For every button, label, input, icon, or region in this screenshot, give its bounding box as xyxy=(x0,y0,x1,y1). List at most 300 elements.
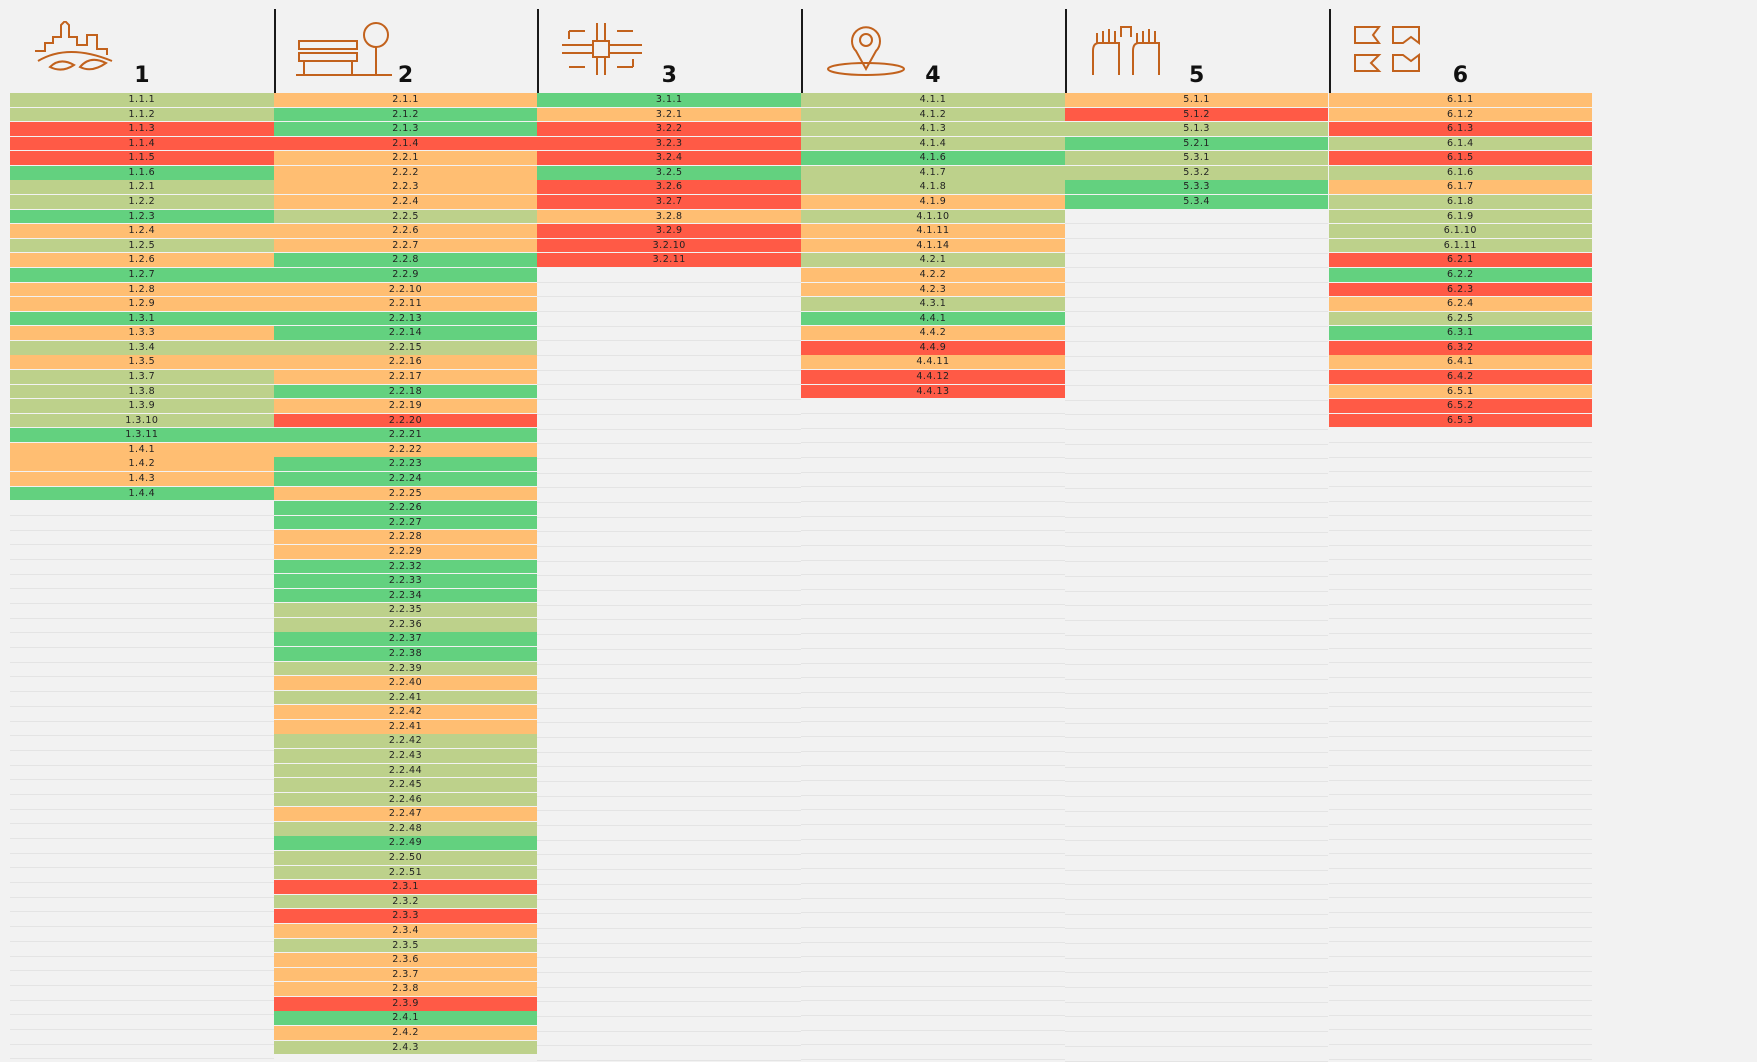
empty-cell xyxy=(537,665,801,680)
empty-cell xyxy=(537,518,801,533)
empty-cell xyxy=(1065,1017,1329,1032)
indicator-cell[interactable]: 1.3.7 xyxy=(10,370,274,384)
indicator-cell[interactable]: 2.2.22 xyxy=(274,443,538,457)
empty-cell xyxy=(1329,619,1593,634)
column-header-4 xyxy=(801,9,1065,93)
indicator-cell[interactable]: 1.2.3 xyxy=(10,210,274,224)
empty-cell xyxy=(537,885,801,900)
empty-cell xyxy=(1329,1016,1593,1031)
indicator-cell[interactable]: 5.1.1 xyxy=(1065,93,1329,107)
empty-cell xyxy=(537,797,801,812)
indicator-cell[interactable]: 1.3.3 xyxy=(10,326,274,340)
indicator-cell[interactable]: 4.1.10 xyxy=(801,210,1065,224)
indicator-cell[interactable]: 4.4.11 xyxy=(801,355,1065,369)
indicator-cell[interactable]: 6.3.2 xyxy=(1329,341,1593,355)
indicator-cell[interactable]: 6.2.5 xyxy=(1329,312,1593,326)
indicator-cell[interactable]: 1.1.3 xyxy=(10,122,274,136)
indicator-cell[interactable]: 2.2.47 xyxy=(274,807,538,821)
indicator-cell[interactable]: 2.2.18 xyxy=(274,385,538,399)
empty-cell xyxy=(1065,841,1329,856)
empty-cell xyxy=(537,841,801,856)
empty-cell xyxy=(1329,810,1593,825)
indicator-cell[interactable]: 2.2.5 xyxy=(274,210,538,224)
indicator-cell[interactable]: 2.2.37 xyxy=(274,632,538,646)
indicator-cell[interactable]: 6.1.2 xyxy=(1329,108,1593,122)
indicator-cell[interactable]: 6.2.2 xyxy=(1329,268,1593,282)
indicator-cell[interactable]: 1.4.1 xyxy=(10,443,274,457)
indicator-cell[interactable]: 3.2.9 xyxy=(537,224,801,238)
empty-cell xyxy=(1329,458,1593,473)
column-number: 4 xyxy=(925,63,941,88)
indicator-cell[interactable]: 1.3.11 xyxy=(10,428,274,442)
indicator-cell[interactable]: 2.4.3 xyxy=(274,1041,538,1055)
indicator-cell[interactable]: 2.2.43 xyxy=(274,749,538,763)
empty-cell xyxy=(537,811,801,826)
empty-cell xyxy=(10,604,274,619)
empty-cell xyxy=(801,664,1065,679)
indicator-cell[interactable]: 2.2.7 xyxy=(274,239,538,253)
empty-cell xyxy=(1065,312,1329,327)
indicator-cell[interactable]: 2.3.8 xyxy=(274,982,538,996)
column-6 xyxy=(1329,9,1593,1054)
empty-cell xyxy=(1329,913,1593,928)
indicator-cell[interactable]: 4.2.3 xyxy=(801,283,1065,297)
indicator-cell[interactable]: 2.3.4 xyxy=(274,924,538,938)
indicator-cell[interactable]: 2.3.1 xyxy=(274,880,538,894)
empty-cell xyxy=(537,474,801,489)
empty-cell xyxy=(801,825,1065,840)
indicator-cell[interactable]: 3.1.1 xyxy=(537,93,801,107)
indicator-cell[interactable]: 6.4.2 xyxy=(1329,370,1593,384)
empty-cell xyxy=(801,473,1065,488)
empty-cell xyxy=(1065,650,1329,665)
indicator-cell[interactable]: 4.2.2 xyxy=(801,268,1065,282)
empty-cell xyxy=(10,927,274,942)
empty-cell xyxy=(10,957,274,972)
indicator-cell[interactable]: 2.3.6 xyxy=(274,953,538,967)
indicator-cell[interactable]: 1.1.1 xyxy=(10,93,274,107)
indicator-cell[interactable]: 2.2.36 xyxy=(274,618,538,632)
empty-cell xyxy=(1065,224,1329,239)
indicator-cell[interactable]: 6.1.11 xyxy=(1329,239,1593,253)
indicator-cell[interactable]: 1.2.7 xyxy=(10,268,274,282)
indicator-cell[interactable]: 2.2.48 xyxy=(274,822,538,836)
indicator-cell[interactable]: 6.1.5 xyxy=(1329,151,1593,165)
empty-cell xyxy=(537,400,801,415)
indicator-cell[interactable]: 4.1.14 xyxy=(801,239,1065,253)
empty-cell xyxy=(10,766,274,781)
indicator-cell[interactable]: 2.2.14 xyxy=(274,326,538,340)
indicator-list xyxy=(801,93,1065,1060)
empty-cell xyxy=(1329,590,1593,605)
indicator-cell[interactable]: 3.2.11 xyxy=(537,253,801,267)
empty-cell xyxy=(1329,766,1593,781)
indicator-cell[interactable]: 2.2.41 xyxy=(274,691,538,705)
empty-cell xyxy=(801,458,1065,473)
indicator-cell[interactable]: 2.2.20 xyxy=(274,414,538,428)
empty-cell xyxy=(1065,371,1329,386)
indicator-cell[interactable]: 2.3.7 xyxy=(274,968,538,982)
indicator-cell[interactable]: 2.2.46 xyxy=(274,793,538,807)
indicator-cell[interactable]: 2.3.9 xyxy=(274,997,538,1011)
indicator-cell[interactable]: 3.2.5 xyxy=(537,166,801,180)
empty-cell xyxy=(537,679,801,694)
indicator-cell[interactable]: 3.2.1 xyxy=(537,108,801,122)
indicator-cell[interactable]: 2.2.44 xyxy=(274,764,538,778)
empty-cell xyxy=(1065,445,1329,460)
empty-cell xyxy=(801,693,1065,708)
empty-cell xyxy=(537,855,801,870)
empty-cell xyxy=(801,399,1065,414)
empty-cell xyxy=(1329,781,1593,796)
empty-cell xyxy=(1329,649,1593,664)
indicator-cell[interactable]: 6.1.4 xyxy=(1329,137,1593,151)
empty-cell xyxy=(801,575,1065,590)
indicator-cell[interactable]: 6.1.7 xyxy=(1329,180,1593,194)
indicator-cell[interactable]: 2.4.1 xyxy=(274,1011,538,1025)
indicator-cell[interactable]: 2.2.16 xyxy=(274,355,538,369)
empty-cell xyxy=(1065,636,1329,651)
indicator-cell[interactable]: 5.1.2 xyxy=(1065,108,1329,122)
indicator-cell[interactable]: 2.1.2 xyxy=(274,108,538,122)
empty-cell xyxy=(801,1001,1065,1016)
indicator-cell[interactable]: 1.1.2 xyxy=(10,108,274,122)
indicator-cell[interactable]: 6.5.2 xyxy=(1329,399,1593,413)
indicator-cell[interactable]: 4.1.2 xyxy=(801,108,1065,122)
indicator-cell[interactable]: 4.1.7 xyxy=(801,166,1065,180)
indicator-cell[interactable]: 2.2.39 xyxy=(274,662,538,676)
indicator-cell[interactable]: 2.1.4 xyxy=(274,137,538,151)
empty-cell xyxy=(1065,827,1329,842)
indicator-cell[interactable]: 2.2.35 xyxy=(274,603,538,617)
indicator-cell[interactable]: 2.3.3 xyxy=(274,909,538,923)
empty-cell xyxy=(537,914,801,929)
empty-cell xyxy=(1065,709,1329,724)
indicator-cell[interactable]: 2.2.38 xyxy=(274,647,538,661)
empty-cell xyxy=(801,957,1065,972)
empty-cell xyxy=(801,502,1065,517)
indicator-cell[interactable]: 6.2.4 xyxy=(1329,297,1593,311)
empty-cell xyxy=(1065,268,1329,283)
empty-cell xyxy=(10,677,274,692)
empty-cell xyxy=(801,943,1065,958)
indicator-cell[interactable]: 4.2.1 xyxy=(801,253,1065,267)
empty-cell xyxy=(1065,606,1329,621)
empty-cell xyxy=(1329,986,1593,1001)
empty-cell xyxy=(10,868,274,883)
indicator-cell[interactable]: 4.4.12 xyxy=(801,370,1065,384)
empty-cell xyxy=(1329,869,1593,884)
indicator-cell[interactable]: 1.1.4 xyxy=(10,137,274,151)
empty-cell xyxy=(1329,531,1593,546)
indicator-cell[interactable]: 1.3.10 xyxy=(10,414,274,428)
indicator-cell[interactable]: 1.3.8 xyxy=(10,385,274,399)
indicator-cell[interactable]: 2.2.8 xyxy=(274,253,538,267)
empty-cell xyxy=(1065,665,1329,680)
indicator-cell[interactable]: 2.2.25 xyxy=(274,487,538,501)
empty-cell xyxy=(537,944,801,959)
indicator-cell[interactable]: 2.1.1 xyxy=(274,93,538,107)
indicator-cell[interactable]: 3.2.3 xyxy=(537,137,801,151)
indicator-cell[interactable]: 6.5.1 xyxy=(1329,385,1593,399)
empty-cell xyxy=(801,1016,1065,1031)
empty-cell xyxy=(801,840,1065,855)
empty-cell xyxy=(537,503,801,518)
empty-cell xyxy=(1065,562,1329,577)
indicator-cell[interactable]: 2.2.13 xyxy=(274,312,538,326)
empty-cell xyxy=(1329,795,1593,810)
empty-cell xyxy=(801,987,1065,1002)
indicator-cell[interactable]: 2.2.28 xyxy=(274,530,538,544)
empty-cell xyxy=(1065,239,1329,254)
indicator-cell[interactable]: 1.1.6 xyxy=(10,166,274,180)
empty-cell xyxy=(537,694,801,709)
empty-cell xyxy=(801,678,1065,693)
empty-cell xyxy=(537,283,801,298)
indicator-cell[interactable]: 4.1.11 xyxy=(801,224,1065,238)
empty-cell xyxy=(801,781,1065,796)
empty-cell xyxy=(1065,738,1329,753)
empty-cell xyxy=(1065,327,1329,342)
indicator-cell[interactable]: 2.2.1 xyxy=(274,151,538,165)
indicator-cell[interactable]: 3.2.7 xyxy=(537,195,801,209)
indicator-cell[interactable]: 2.2.4 xyxy=(274,195,538,209)
indicator-cell[interactable]: 6.4.1 xyxy=(1329,355,1593,369)
indicator-cell[interactable]: 4.3.1 xyxy=(801,297,1065,311)
indicator-cell[interactable]: 4.1.6 xyxy=(801,151,1065,165)
indicator-cell[interactable]: 2.2.15 xyxy=(274,341,538,355)
empty-cell xyxy=(1065,357,1329,372)
empty-cell xyxy=(1065,430,1329,445)
empty-cell xyxy=(1065,856,1329,871)
indicator-cell[interactable]: 1.2.1 xyxy=(10,180,274,194)
empty-cell xyxy=(537,268,801,283)
indicator-cell[interactable]: 2.3.2 xyxy=(274,895,538,909)
empty-cell xyxy=(1329,605,1593,620)
indicator-cell[interactable]: 2.2.24 xyxy=(274,472,538,486)
indicator-cell[interactable]: 1.3.9 xyxy=(10,399,274,413)
empty-cell xyxy=(1065,489,1329,504)
indicator-cell[interactable]: 4.1.8 xyxy=(801,180,1065,194)
empty-cell xyxy=(10,824,274,839)
empty-cell xyxy=(537,606,801,621)
indicator-cell[interactable]: 1.3.4 xyxy=(10,341,274,355)
indicator-cell[interactable]: 4.4.9 xyxy=(801,341,1065,355)
indicator-list xyxy=(10,93,274,1059)
indicator-cell[interactable]: 2.2.2 xyxy=(274,166,538,180)
empty-cell xyxy=(10,986,274,1001)
indicator-cell[interactable]: 4.4.13 xyxy=(801,385,1065,399)
indicator-cell[interactable]: 1.2.4 xyxy=(10,224,274,238)
indicator-cell[interactable]: 2.2.42 xyxy=(274,734,538,748)
indicator-cell[interactable]: 5.3.2 xyxy=(1065,166,1329,180)
indicator-cell[interactable]: 5.3.1 xyxy=(1065,151,1329,165)
indicator-cell[interactable]: 6.1.8 xyxy=(1329,195,1593,209)
empty-cell xyxy=(1065,386,1329,401)
indicator-cell[interactable]: 3.2.2 xyxy=(537,122,801,136)
indicator-cell[interactable]: 6.1.6 xyxy=(1329,166,1593,180)
indicator-cell[interactable]: 6.5.3 xyxy=(1329,414,1593,428)
empty-cell xyxy=(10,531,274,546)
empty-cell xyxy=(10,780,274,795)
column-4 xyxy=(801,9,1065,1054)
empty-cell xyxy=(10,1030,274,1045)
indicator-cell[interactable]: 2.2.29 xyxy=(274,545,538,559)
empty-cell xyxy=(1329,663,1593,678)
empty-cell xyxy=(1065,210,1329,225)
indicator-cell[interactable]: 2.2.41 xyxy=(274,720,538,734)
empty-cell xyxy=(537,1032,801,1047)
empty-cell xyxy=(1065,885,1329,900)
indicator-cell[interactable]: 5.3.3 xyxy=(1065,180,1329,194)
indicator-cell[interactable]: 2.2.50 xyxy=(274,851,538,865)
indicator-cell[interactable]: 1.2.6 xyxy=(10,253,274,267)
empty-cell xyxy=(10,854,274,869)
empty-cell xyxy=(10,722,274,737)
empty-cell xyxy=(537,532,801,547)
indicator-cell[interactable]: 4.4.1 xyxy=(801,312,1065,326)
empty-cell xyxy=(1329,942,1593,957)
indicator-cell[interactable]: 4.4.2 xyxy=(801,326,1065,340)
empty-cell xyxy=(1329,928,1593,943)
indicator-cell[interactable]: 1.4.3 xyxy=(10,472,274,486)
indicator-cell[interactable]: 1.2.8 xyxy=(10,283,274,297)
empty-cell xyxy=(801,443,1065,458)
indicator-cell[interactable]: 2.2.49 xyxy=(274,836,538,850)
indicator-cell[interactable]: 5.3.4 xyxy=(1065,195,1329,209)
empty-cell xyxy=(1065,929,1329,944)
indicator-cell[interactable]: 2.2.40 xyxy=(274,676,538,690)
empty-cell xyxy=(1329,898,1593,913)
indicator-cell[interactable]: 2.2.34 xyxy=(274,589,538,603)
empty-cell xyxy=(1065,342,1329,357)
indicator-cell[interactable]: 1.1.5 xyxy=(10,151,274,165)
empty-cell xyxy=(537,327,801,342)
empty-cell xyxy=(801,619,1065,634)
indicator-cell[interactable]: 2.2.3 xyxy=(274,180,538,194)
empty-cell xyxy=(537,723,801,738)
empty-cell xyxy=(1329,487,1593,502)
empty-cell xyxy=(537,900,801,915)
empty-cell xyxy=(537,488,801,503)
empty-cell xyxy=(1065,503,1329,518)
indicator-cell[interactable]: 2.2.33 xyxy=(274,574,538,588)
empty-cell xyxy=(537,782,801,797)
empty-cell xyxy=(1329,751,1593,766)
indicator-cell[interactable]: 2.2.26 xyxy=(274,501,538,515)
indicator-cell[interactable]: 3.2.4 xyxy=(537,151,801,165)
empty-cell xyxy=(1329,1045,1593,1060)
empty-cell xyxy=(1065,973,1329,988)
indicator-cell[interactable]: 1.4.4 xyxy=(10,487,274,501)
indicator-cell[interactable]: 2.2.11 xyxy=(274,297,538,311)
indicator-list xyxy=(537,93,801,1061)
empty-cell xyxy=(537,635,801,650)
indicator-cell[interactable]: 5.2.1 xyxy=(1065,137,1329,151)
indicator-cell[interactable]: 6.1.1 xyxy=(1329,93,1593,107)
indicator-cell[interactable]: 3.2.8 xyxy=(537,210,801,224)
empty-cell xyxy=(1329,693,1593,708)
indicator-cell[interactable]: 2.2.27 xyxy=(274,516,538,530)
empty-cell xyxy=(537,709,801,724)
column-5 xyxy=(1065,9,1329,1054)
empty-cell xyxy=(537,826,801,841)
empty-cell xyxy=(1065,254,1329,269)
empty-cell xyxy=(1329,737,1593,752)
empty-cell xyxy=(1329,972,1593,987)
indicator-cell[interactable]: 1.2.2 xyxy=(10,195,274,209)
empty-cell xyxy=(537,356,801,371)
empty-cell xyxy=(801,737,1065,752)
indicator-cell[interactable]: 4.1.9 xyxy=(801,195,1065,209)
empty-cell xyxy=(1329,502,1593,517)
indicator-cell[interactable]: 3.2.6 xyxy=(537,180,801,194)
empty-cell xyxy=(801,766,1065,781)
indicator-cell[interactable]: 2.2.23 xyxy=(274,457,538,471)
empty-cell xyxy=(537,650,801,665)
empty-cell xyxy=(1329,1030,1593,1045)
empty-cell xyxy=(10,795,274,810)
indicator-cell[interactable]: 1.3.5 xyxy=(10,355,274,369)
column-number: 2 xyxy=(397,63,414,88)
empty-cell xyxy=(537,430,801,445)
indicator-cell[interactable]: 2.4.2 xyxy=(274,1026,538,1040)
indicator-cell[interactable]: 5.1.3 xyxy=(1065,122,1329,136)
indicator-cell[interactable]: 1.2.9 xyxy=(10,297,274,311)
indicator-cell[interactable]: 6.1.10 xyxy=(1329,224,1593,238)
empty-cell xyxy=(537,562,801,577)
indicator-cell[interactable]: 4.1.4 xyxy=(801,137,1065,151)
indicator-cell[interactable]: 6.2.3 xyxy=(1329,283,1593,297)
indicator-cell[interactable]: 2.2.32 xyxy=(274,560,538,574)
indicator-cell[interactable]: 1.2.5 xyxy=(10,239,274,253)
empty-cell xyxy=(801,590,1065,605)
empty-cell xyxy=(10,575,274,590)
empty-cell xyxy=(1065,871,1329,886)
indicator-cell[interactable]: 2.2.45 xyxy=(274,778,538,792)
indicator-cell[interactable]: 2.1.3 xyxy=(274,122,538,136)
indicator-cell[interactable]: 6.1.3 xyxy=(1329,122,1593,136)
empty-cell xyxy=(1065,768,1329,783)
indicator-cell[interactable]: 1.3.1 xyxy=(10,312,274,326)
empty-cell xyxy=(537,591,801,606)
indicator-cell[interactable]: 2.3.5 xyxy=(274,939,538,953)
indicator-cell[interactable]: 2.2.51 xyxy=(274,866,538,880)
indicator-cell[interactable]: 2.2.42 xyxy=(274,705,538,719)
indicator-cell[interactable]: 2.2.19 xyxy=(274,399,538,413)
indicator-cell[interactable]: 3.2.10 xyxy=(537,239,801,253)
empty-cell xyxy=(10,633,274,648)
indicator-cell[interactable]: 2.2.6 xyxy=(274,224,538,238)
indicator-cell[interactable]: 2.2.10 xyxy=(274,283,538,297)
indicator-cell[interactable]: 2.2.17 xyxy=(274,370,538,384)
empty-cell xyxy=(801,972,1065,987)
indicator-cell[interactable]: 6.3.1 xyxy=(1329,326,1593,340)
column-3 xyxy=(537,9,801,1054)
empty-cell xyxy=(801,517,1065,532)
indicator-cell[interactable]: 2.2.21 xyxy=(274,428,538,442)
indicator-cell[interactable]: 4.1.1 xyxy=(801,93,1065,107)
indicator-cell[interactable]: 1.4.2 xyxy=(10,457,274,471)
indicator-cell[interactable]: 6.1.9 xyxy=(1329,210,1593,224)
empty-cell xyxy=(1329,575,1593,590)
empty-cell xyxy=(1065,680,1329,695)
indicator-cell[interactable]: 4.1.3 xyxy=(801,122,1065,136)
indicator-cell[interactable]: 2.2.9 xyxy=(274,268,538,282)
empty-cell xyxy=(10,971,274,986)
column-header-1 xyxy=(10,9,274,93)
indicator-cell[interactable]: 6.2.1 xyxy=(1329,253,1593,267)
